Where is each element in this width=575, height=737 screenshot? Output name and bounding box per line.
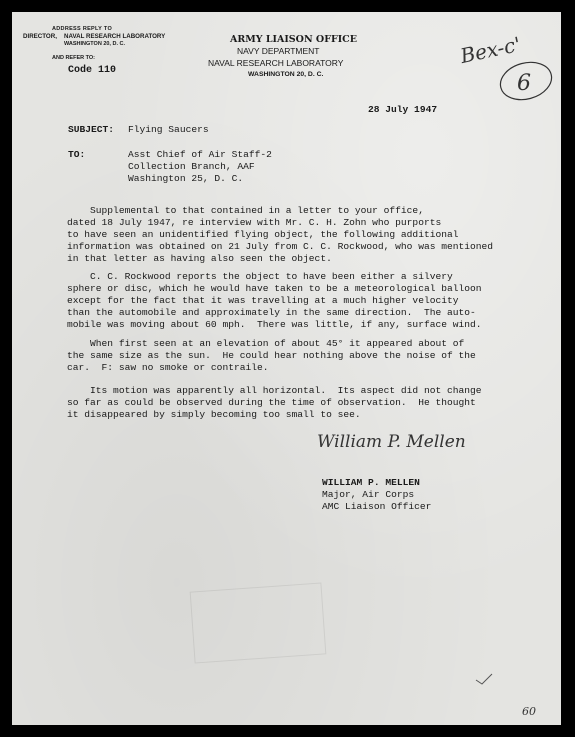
subject-label: SUBJECT: [68, 124, 115, 135]
to-line: Washington 25, D. C. [128, 173, 244, 184]
body-line: car. F: saw no smoke or contraile. [67, 362, 269, 373]
handwritten-note: Bex-c' [458, 31, 523, 69]
letter-page [12, 12, 561, 725]
to-line: Asst Chief of Air Staff-2 [128, 149, 272, 160]
page-number: 60 [522, 705, 536, 718]
body-line: than the automobile and approximately in the same direction. The auto- [67, 307, 476, 318]
body-line: in that letter as having also seen the object. [67, 253, 332, 264]
letter-date: 28 July 1947 [368, 104, 438, 115]
faint-received-stamp [190, 582, 327, 663]
body-line: the same size as the sun. He could hear nothing above the noise of the [67, 350, 476, 361]
office-title: ARMY LIAISON OFFICE [230, 34, 357, 45]
body-paragraph [67, 385, 547, 421]
body-paragraph [67, 271, 547, 331]
washington-small: WASHINGTON 20, D. C. [64, 41, 126, 47]
code-label: Code 110 [68, 65, 117, 76]
subject-text: Flying Saucers [128, 124, 209, 135]
laboratory: NAVAL RESEARCH LABORATORY [208, 58, 344, 68]
body-line: When first seen at an elevation of about 45° it appeared about of [67, 338, 465, 349]
nrl-label-small: NAVAL RESEARCH LABORATORY [64, 33, 166, 40]
circled-number-text: 6 [517, 71, 531, 96]
to-line: Collection Branch, AAF [128, 161, 255, 172]
to-label: TO: [68, 149, 86, 160]
signer-name: WILLIAM P. MELLEN [322, 477, 420, 488]
body-line: information was obtained on 21 July from C. C. Rockwood, who was mentioned [67, 241, 494, 252]
city: WASHINGTON 20, D. C. [248, 71, 324, 78]
address-reply-to: ADDRESS REPLY TO [52, 26, 113, 32]
body-line: except for the fact that it was travelling at a much higher velocity [67, 295, 459, 306]
signer-rank: Major, Air Corps [322, 489, 415, 500]
handwritten-signature: William P. Mellen [317, 432, 466, 452]
body-line: Its motion was apparently all horizontal. Its aspect did not change [67, 385, 482, 396]
body-line: C. C. Rockwood reports the object to have been either a silvery [67, 271, 453, 282]
body-paragraph [67, 338, 547, 374]
body-line: sphere or disc, which he would have taken to be a meteorological balloon [67, 283, 482, 294]
circled-number [498, 58, 554, 104]
body-line: so far as could be observed during the time of observation. He thought [67, 397, 476, 408]
body-line: Supplemental to that contained in a letter to your office, [67, 205, 424, 216]
body-paragraph [67, 205, 547, 265]
body-line: it disappeared by simply becoming too small to see. [67, 409, 361, 420]
signer-position: AMC Liaison Officer [322, 501, 432, 512]
director-label: DIRECTOR, [23, 33, 57, 40]
check-mark-icon [474, 672, 494, 686]
body-line: mobile was moving about 60 mph. There was little, if any, surface wind. [67, 319, 482, 330]
and-refer-to: AND REFER TO: [52, 55, 95, 61]
department: NAVY DEPARTMENT [237, 46, 320, 56]
body-line: to have seen an unidentified flying object, the following additional [67, 229, 459, 240]
body-line: dated 18 July 1947, re interview with Mr. C. H. Zohn who purports [67, 217, 442, 228]
